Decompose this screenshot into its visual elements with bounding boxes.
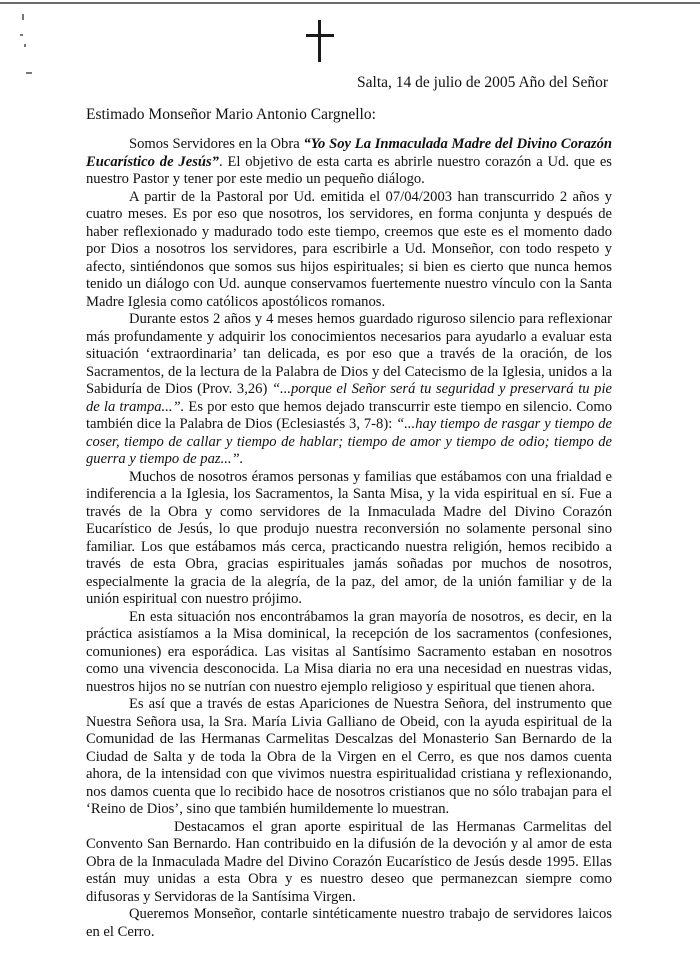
scan-speck bbox=[26, 72, 32, 74]
scan-top-border bbox=[0, 2, 700, 4]
paragraph-5: En esta situación nos encontrábamos la gran mayoría de nosotros, es decir, en la práctica asistíamos a la Misa dominical, la recepción de los sacramentos (confesiones, comuniones) era esporádica. Las visitas al Santísimo Sacramento estaban en nosotros como una vivencia desconocida. La Misa diaria no era una necesidad en nuestras vidas, nuestros hijos no se nutrían con nuestro ejemplo religioso y espiritual que tienen ahora. bbox=[86, 608, 612, 695]
proverbs-quote: “...porque el Señor será tu seguridad y preservará tu pie de la trampa...”. bbox=[86, 381, 613, 415]
paragraph-1-text-end: . El objetivo de esta carta es abrirle nuestro corazón a Ud. que es nuestro Pastor y tener por este medio un pequeño diálogo. bbox=[86, 153, 612, 187]
ecclesiastes-quote: “...hay tiempo de rasgar y tiempo de coser, tiempo de callar y tiempo de hablar; tiempo de amor y tiempo de odio; tiempo de guerra y tiempo de paz...”. bbox=[86, 416, 612, 467]
work-title: “Yo Soy La Inmaculada Madre del Divino Corazón Eucarístico de Jesús” bbox=[86, 136, 612, 170]
paragraph-1-text: Somos Servidores en la Obra bbox=[129, 136, 304, 152]
paragraph-4: Muchos de nosotros éramos personas y familias que estábamos con una frialdad e indiferencia a la Iglesia, los Sacramentos, la Santa Misa, y la vida espiritual en sí. Fue a través de la Obra y como servidores de la Inmaculada Madre del Divino Corazón Eucarístico de Jesús, lo que produjo nuestra reconversión no solamente personal sino familiar. Los que estábamos más cerca, practicando nuestra religión, hemos recibido a través de esta Obra, gracias espirituales jamás soñadas por muchos de nosotros, especialmente la gracia de la alegría, de la paz, del amor, de la unión familiar y de la unión espiritual con nuestro prójimo. bbox=[86, 468, 612, 607]
scan-speck bbox=[24, 44, 26, 47]
paragraph-1 bbox=[86, 136, 612, 189]
latin-cross-icon bbox=[306, 20, 334, 62]
paragraph-8: Queremos Monseñor, contarle sintéticamente nuestro trabajo de servidores laicos en el Cerro. bbox=[86, 906, 612, 940]
greeting: Estimado Monseñor Mario Antonio Cargnello: bbox=[86, 106, 376, 123]
paragraph-3 bbox=[86, 311, 612, 469]
paragraph-6: Es así que a través de estas Apariciones de Nuestra Señora, del instrumento que Nuestra Señora usa, la Sra. María Livia Galliano de Obeid, con la ayuda espiritual de la Comunidad de las Hermanas Carmelitas Descalzas del Monasterio San Bernardo de la Ciudad de Salta y de toda la Obra de la Virgen en el Cerro, es que nos damos cuenta ahora, de la intensidad con que vivimos nuestra espiritualidad cristiana y reflexionando, nos damos cuenta que lo recibido hace de nosotros cristianos que no sólo trabajan para el ‘Reino de Dios’, sino que también humildemente lo muestran. bbox=[86, 696, 612, 817]
paragraph-2: A partir de la Pastoral por Ud. emitida el 07/04/2003 han transcurrido 2 años y cuatro meses. Es por eso que nosotros, los servidores, en forma conjunta y después de haber reflexionado y madurado todo este tiempo, creemos que este es el momento dado por Dios a nosotros los servidores, para escribirle a Ud. Monseñor, con todo respeto y afecto, sintiéndonos que somos sus hijos espirituales; si bien es cierto que nunca hemos tenido un diálogo con Ud. aunque conservamos fuertemente nuestro vínculo con la Santa Madre Iglesia como católicos apostólicos romanos. bbox=[86, 188, 612, 310]
paragraph-3-text-mid: Es por esto que hemos dejado transcurrir este tiempo en silencio. Como también dice la Palabra de Dios (Eclesiastés 3, 7-8): bbox=[86, 398, 613, 432]
paragraph-3-text: Durante estos 2 años y 4 meses hemos guardado riguroso silencio para reflexionar más profundamente y adquirir los conocimientos necesarios para ayudarlo a evaluar esta situación ‘extraordinaria’ tan delicada, es por eso que a través de la oración, de los Sacramentos, de la lectura de la Palabra de Dios y del Catecismo de la Iglesia, unidos a la Sabiduría de Dios (Prov. 3,26) bbox=[86, 311, 612, 397]
date-line: Salta, 14 de julio de 2005 Año del Señor bbox=[357, 74, 608, 91]
letter-body bbox=[86, 136, 612, 941]
scan-speck bbox=[22, 14, 24, 20]
paragraph-7: Destacamos el gran aporte espiritual de las Hermanas Carmelitas del Convento San Bernardo. Han contribuido en la difusión de la devoción y al amor de esta Obra de la Inmaculada Madre del Divino Corazón Eucarístico de Jesús desde 1995. Ellas están muy unidas a esta Obra y es nuestro deseo que permanezcan siempre como difusoras y Servidoras de la Santísima Virgen. bbox=[86, 818, 612, 905]
scan-speck bbox=[20, 34, 23, 36]
